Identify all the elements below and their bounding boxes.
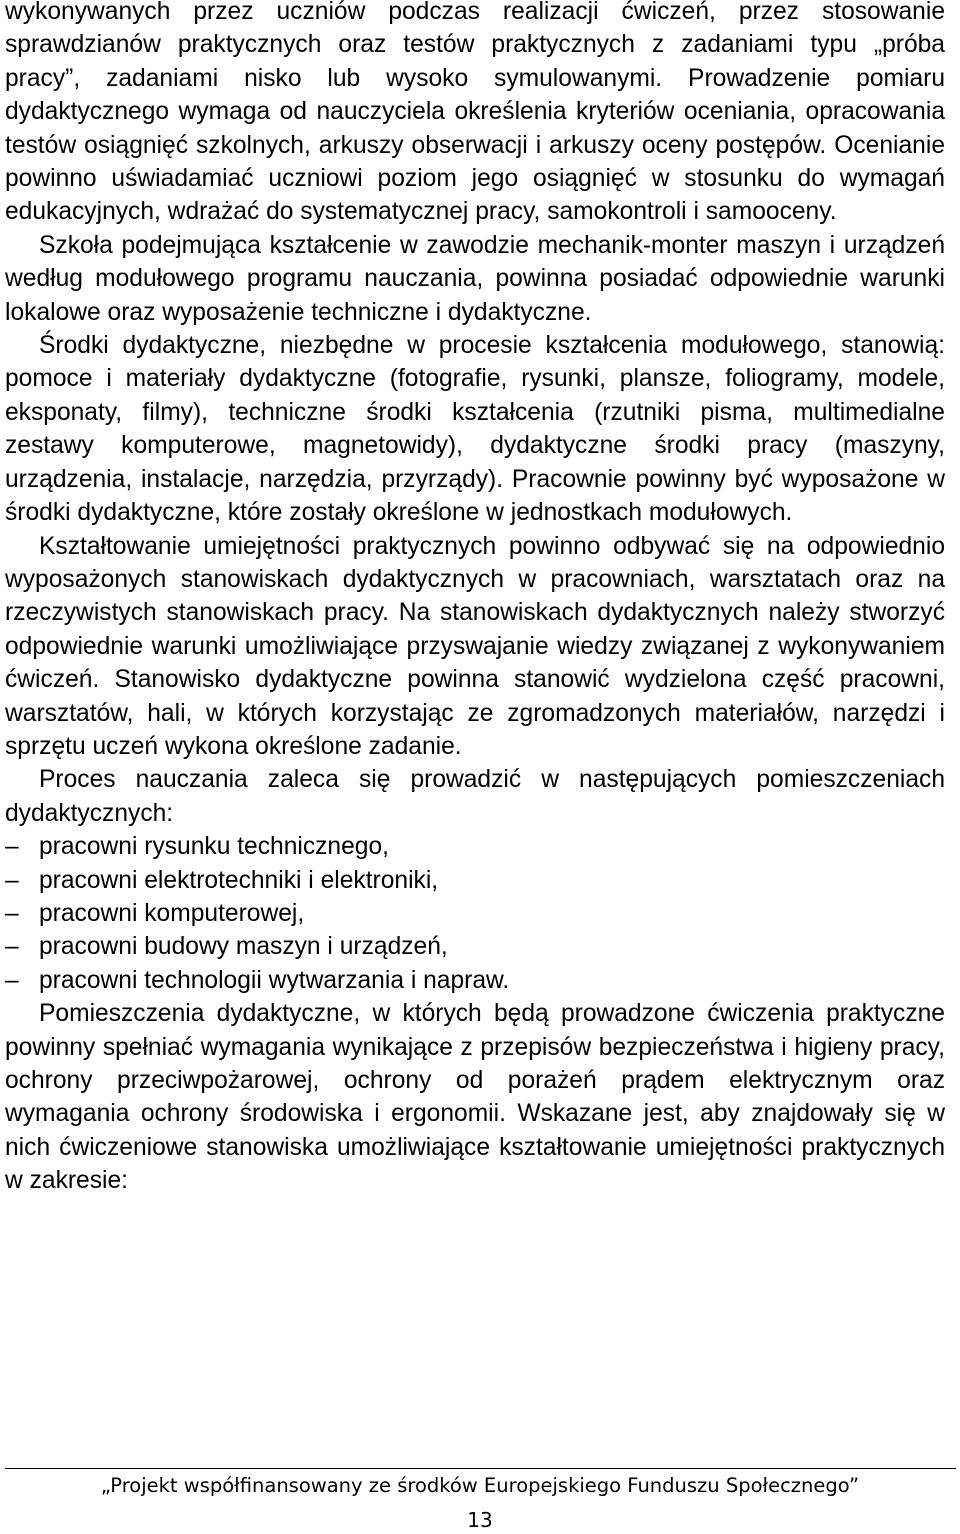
list-item	[5, 897, 945, 930]
paragraph-teaching-aids: Środki dydaktyczne, niezbędne w procesie kształcenia modułowego, stanowią: pomoce i materiały dydaktyczne (fotografie, rysunki, plansze, foliogramy, modele, eksponaty, filmy), techniczne środki kształcenia (rzutniki pisma, multimedialne zestawy komputerowe, magnetowidy), dydaktyczne środki pracy (maszyny, urządzenia, instalacje, narzędzia, przyrządy). Pracownie powinny być wyposażone w środki dydaktyczne, które zostały określone w jednostkach modułowych.	[5, 332, 945, 527]
list-item	[5, 864, 945, 897]
dash-marker: –	[5, 966, 19, 994]
list-item-text: pracowni technologii wytwarzania i napraw.	[39, 966, 510, 994]
rooms-list	[5, 830, 945, 997]
paragraph-rooms-intro: Proces nauczania zaleca się prowadzić w następujących pomieszczeniach dydaktycznych:	[5, 766, 945, 827]
list-item-text: pracowni elektrotechniki i elektroniki,	[39, 866, 439, 894]
dash-marker: –	[5, 833, 19, 861]
paragraph-assessment: wykonywanych przez uczniów podczas realizacji ćwiczeń, przez stosowanie sprawdzianów praktycznych oraz testów praktycznych z zadaniami typu „próba pracy”, zadaniami nisko lub wysoko symulowanymi. Prowadzenie pomiaru dydaktycznego wymaga od nauczyciela określenia kryteriów oceniania, opracowania testów osiągnięć szkolnych, arkuszy obserwacji i arkuszy oceny postępów. Ocenianie powinno uświadamiać uczniowi poziom jego osiągnięć w stosunku do wymagań edukacyjnych, wdrażać do systematycznej pracy, samokontroli i samooceny.	[5, 0, 945, 226]
body-text	[5, 0, 945, 1198]
paragraph-room-requirements: Pomieszczenia dydaktyczne, w których będą prowadzone ćwiczenia praktyczne powinny spełniać wymagania wynikające z przepisów bezpieczeństwa i higieny pracy, ochrony przeciwpożarowej, ochrony od porażeń prądem elektrycznym oraz wymagania ochrony środowiska i ergonomii. Wskazane jest, aby znajdowały się w nich ćwiczeniowe stanowiska umożliwiające kształtowanie umiejętności praktycznych w zakresie:	[5, 1000, 945, 1195]
list-item	[5, 964, 945, 997]
list-item	[5, 930, 945, 963]
page-number: 13	[467, 1508, 493, 1532]
footer-divider	[5, 1468, 956, 1469]
dash-marker: –	[5, 899, 19, 927]
dash-marker: –	[5, 866, 19, 894]
list-item-text: pracowni komputerowej,	[39, 899, 305, 927]
list-item	[5, 830, 945, 863]
paragraph-school-conditions: Szkoła podejmująca kształcenie w zawodzie mechanik-monter maszyn i urządzeń według modułowego programu nauczania, powinna posiadać odpowiednie warunki lokalowe oraz wyposażenie techniczne i dydaktyczne.	[5, 231, 945, 326]
list-item-text: pracowni budowy maszyn i urządzeń,	[39, 933, 448, 961]
dash-marker: –	[5, 933, 19, 961]
list-item-text: pracowni rysunku technicznego,	[39, 833, 389, 861]
paragraph-practical-skills: Kształtowanie umiejętności praktycznych powinno odbywać się na odpowiednio wyposażonych stanowiskach dydaktycznych w pracowniach, warsztatach oraz na rzeczywistych stanowiskach pracy. Na stanowiskach dydaktycznych należy stworzyć odpowiednie warunki umożliwiające przyswajanie wiedzy związanej z wykonywaniem ćwiczeń. Stanowisko dydaktyczne powinna stanowić wydzielona część pracowni, warsztatów, hali, w których korzystając ze zgromadzonych materiałów, narzędzi i sprzętu uczeń wykona określone zadanie.	[5, 532, 945, 760]
footer-project-note: „Projekt współfinansowany ze środków Europejskiego Funduszu Społecznego”	[100, 1474, 860, 1497]
